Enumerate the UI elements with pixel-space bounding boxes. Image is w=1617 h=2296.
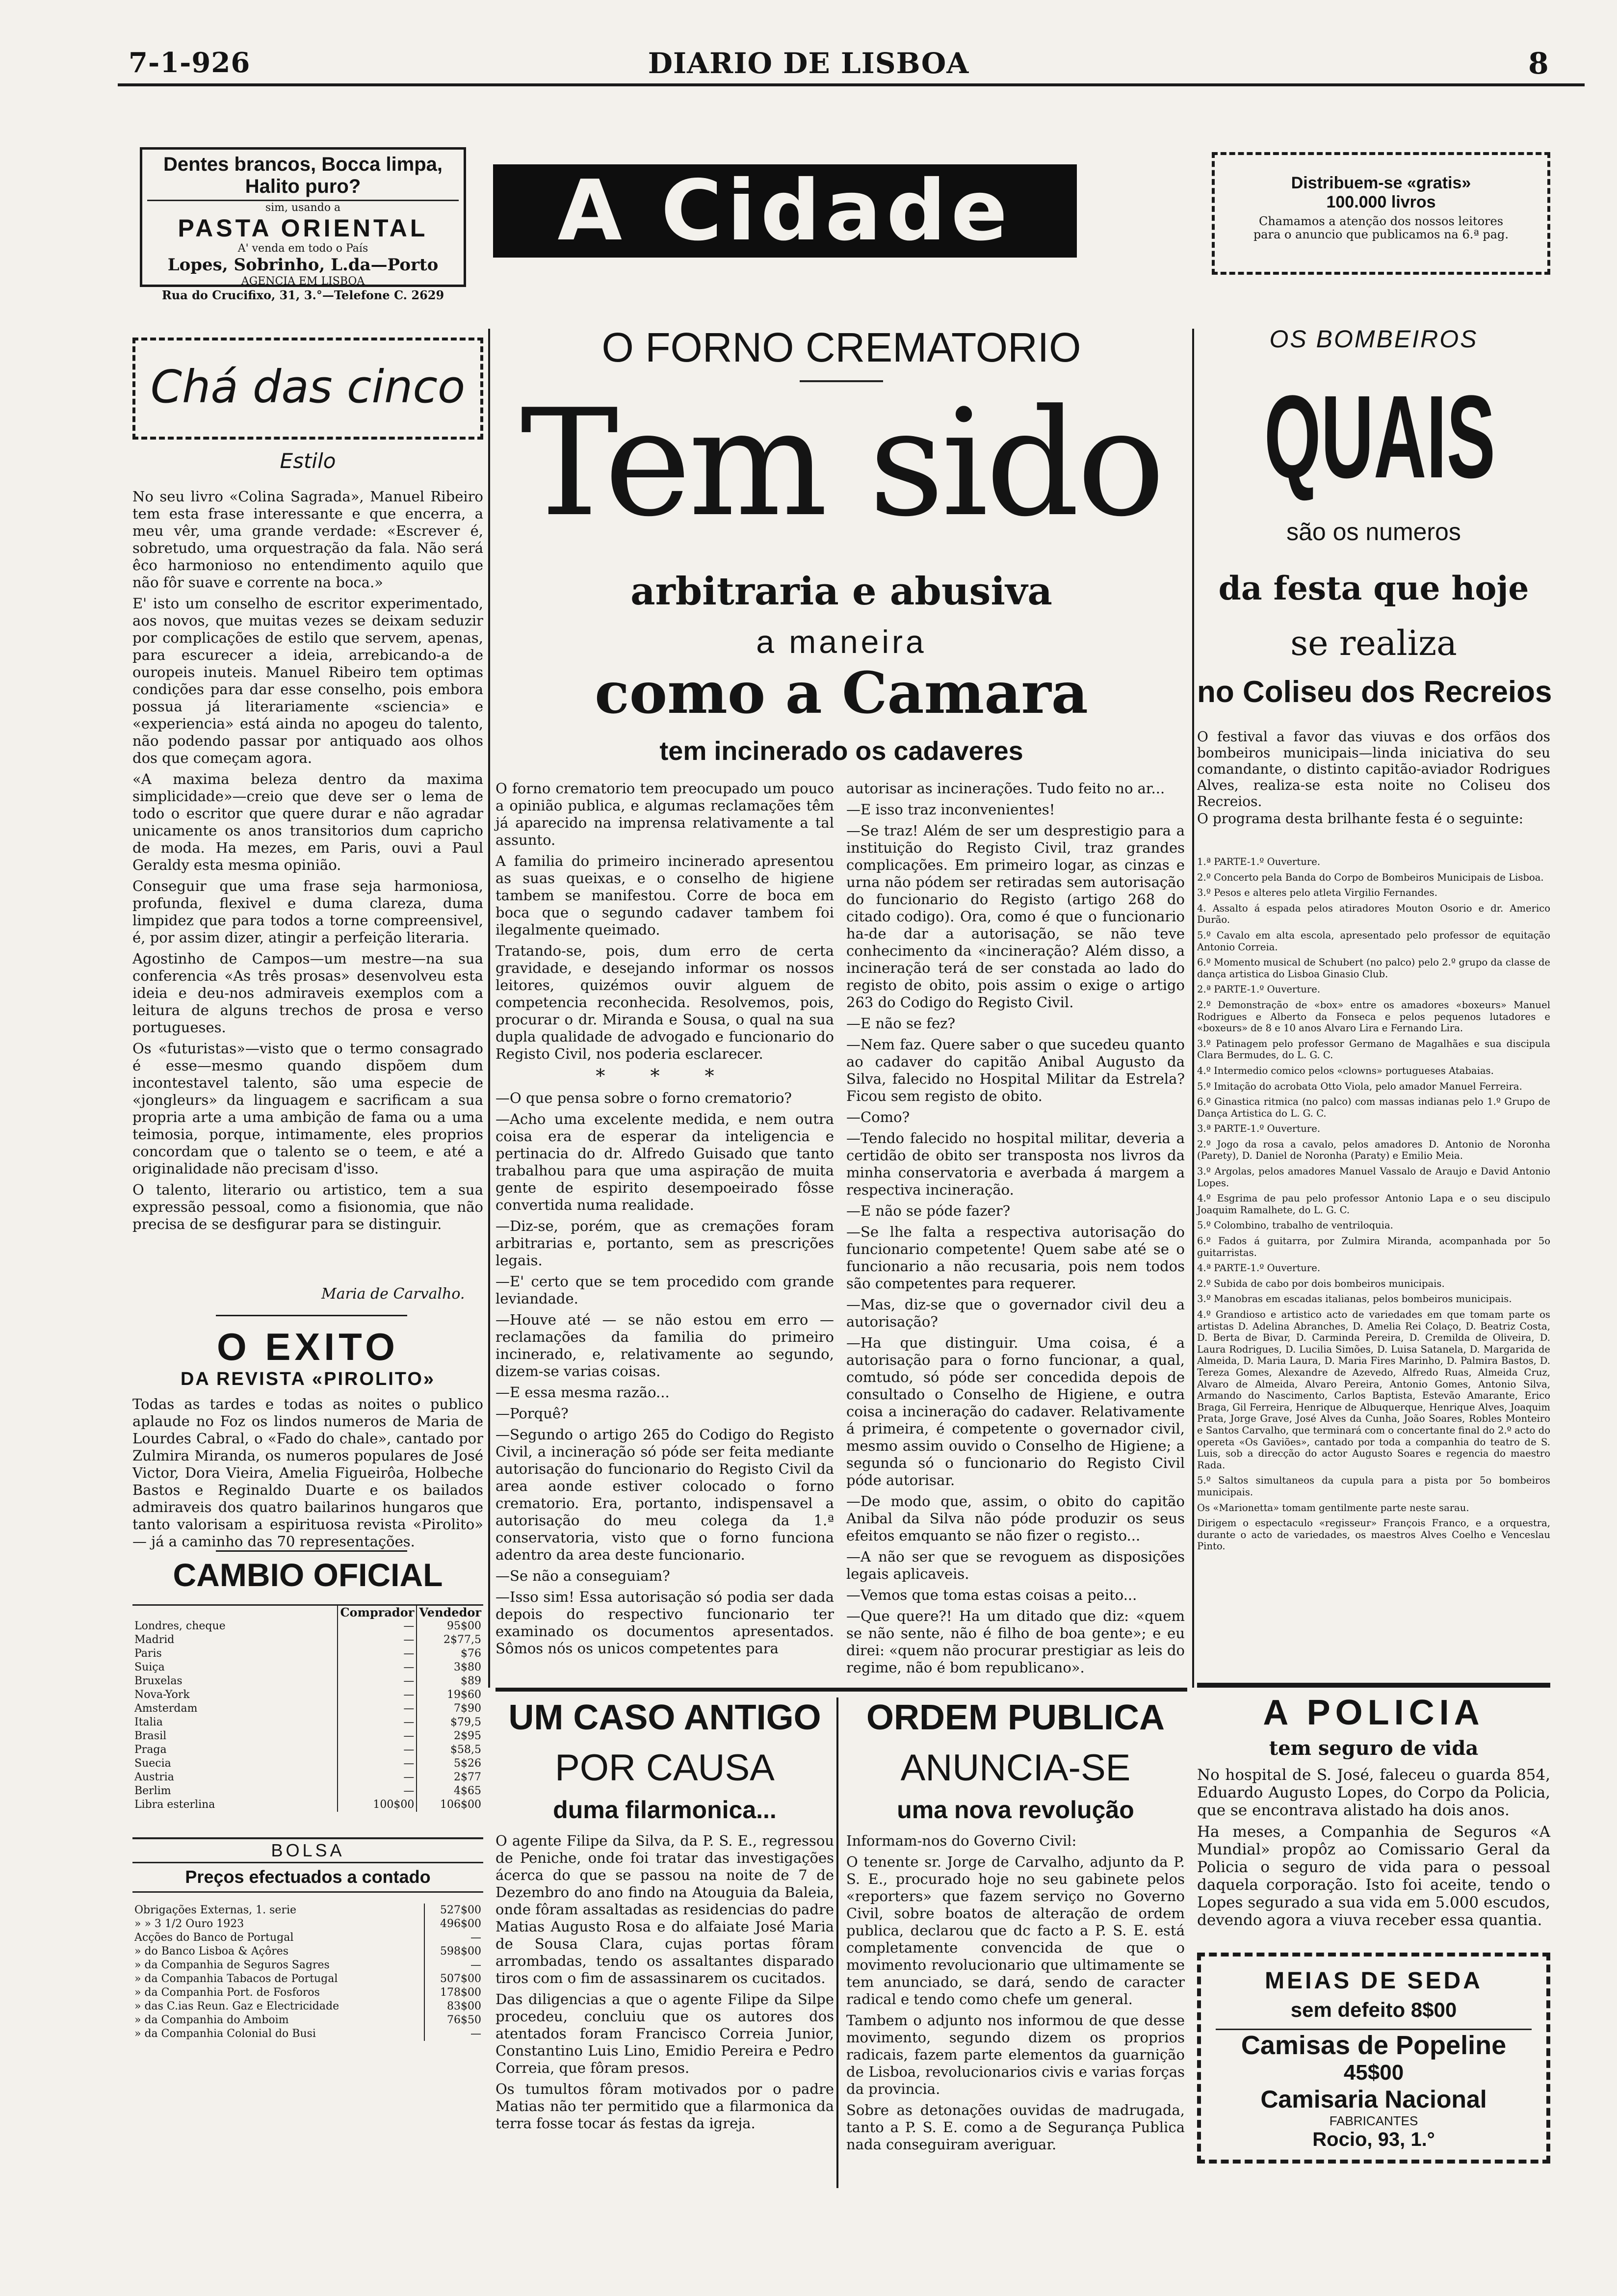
cha-paragraph: «A maxima beleza dentro da maxima simplicidade»—creio que deve ser o lema de todo o escritor que quere durar e não agradar unicamente os anos transitorios dum capricho de moda. Ha mezes, em Paris, ouvi a Paul Geraldy esta mesma opinião. [132, 771, 483, 873]
cell-c: — [338, 1743, 417, 1757]
table-row [132, 1647, 483, 1661]
cell-v: 2$95 [454, 1730, 481, 1742]
cell-v: 4$65 [454, 1785, 481, 1797]
cell-v: 2$77 [454, 1771, 481, 1783]
cell-name: Bruxelas [132, 1674, 338, 1688]
forno-paragraph: —Se não a conseguiam? [496, 1567, 670, 1584]
caso-paragraph: Os tumultos fôram motivados por o padre Matias não ter permitido que a filarmonica da terra fosse tocar ás festas da igreja. [496, 2081, 834, 2132]
program-item: 4.º Esgrima de pau pelo professor Antonio Lapa e o seu discipulo Joaquim Ramalhete, do L. G. C. [1197, 1193, 1550, 1216]
bolsa-title: BOLSA [132, 1837, 483, 1863]
program-item: 2.º Subida de cabo por dois bombeiros municipais. [1197, 1278, 1445, 1289]
program-item: 4.º Intermedio comico pelos «clowns» portugueses Atabaias. [1197, 1065, 1494, 1076]
forno-col1 [496, 780, 834, 1661]
cell-c: 100$00 [338, 1798, 417, 1812]
forno-paragraph: —Isso sim! Essa autorisação só podia ser dada depois do respectivo funcionario ter examinado os documentos apresentados. Sômos nós os unicos competentes para [496, 1589, 834, 1657]
cell-name: Italia [132, 1716, 338, 1729]
cell-name: Acções do Banco de Portugal [132, 1931, 424, 1945]
distribuem-line1: Distribuem-se «gratis» [1291, 174, 1471, 192]
table-row [132, 1757, 483, 1771]
cell-name: » das C.ias Reun. Gaz e Electricidade [132, 2000, 424, 2013]
forno-stars: * * * [596, 1065, 734, 1087]
forno-paragraph: —E não se póde fazer? [846, 1202, 1011, 1219]
cell-v: 76$50 [447, 2014, 481, 2026]
cell-c: — [338, 1771, 417, 1784]
policia-paragraph: Ha meses, a Companhia de Seguros «A Mundial» propôz ao Comissario Geral da Policia o seguro de vida para o pessoal daquela corporação. Isto foi aceite, tendo o Lopes segurado a sua vida em 5.000 escudos, devendo agora a viuva receber essa quantia. [1197, 1823, 1550, 1929]
forno-paragraph: —E não se fez? [846, 1015, 956, 1032]
pasta-sub: sim, usando a [265, 202, 341, 214]
forno-paragraph: autorisar as incinerações. Tudo feito no ar... [846, 780, 1165, 797]
bombeiros-intro2: O programa desta brilhante festa é o seguinte: [1197, 810, 1524, 827]
program-item: 5.º Cavalo em alta escola, apresentado pelo professor de equitação Antonio Correia. [1197, 929, 1550, 953]
meias-camisas: Camisas de Popeline [1241, 2031, 1507, 2060]
caso-paragraph: O agente Filipe da Silva, da P. S. E., regressou de Peniche, onde foi tratar das investigações ácerca do que se passou na noite de 7 de Dezembro do ano findo na Atouguia da Baleia, onde fôram assaltadas as residencias do padre Matias Augusto Rosa e do alfaiate José Maria de Sousa Clara, cujas portas fôram arrombadas, tendo os assaltantes disparado tiros com o fim de assassinarem os cucitados. [496, 1832, 834, 1986]
program-item: 5.º Saltos simultaneos da cupula para a pista por 5o bombeiros municipais. [1197, 1475, 1550, 1498]
cell-name: Paris [132, 1647, 338, 1661]
ordem-paragraph: Sobre as detonações ouvidas de madrugada, tanto a P. S. E. como a de Segurança Publica nada conseguiram averiguar. [846, 2102, 1185, 2153]
program-item: 4.º Grandioso e artistico acto de variedades em que tomam parte os artistas D. Adelina Abranches, D. Amelia Rei Colaço, D. Beatriz Costa, D. Berta de Bivar, D. Carminda Pereira, D. Cremilda de Oliveira, D. Laura Rodrigues, D. Lucilia Simões, D. Luisa Satanela, D. Margarida de Almeida, D. Maria Laura, D. Maria Fires Marinho, D. Palmira Bastos, D. Tereza Gomes, Alexandre de Azevedo, Alfredo Ruas, Almeida Cruz, Alvaro de Almeida, Alvaro Pereira, Antonio Gomes, Antonio Silva, Armando do Nascimento, Carlos Baptista, Estevão Amarante, Erico Braga, Gil Ferreira, Henrique de Albuquerque, Henrique Alves, Joaquim Prata, Jorge Grave, José Alves da Cunha, João Soares, Robles Monteiro e Santos Carvalho, que terminará com o concertante final do 2.º acto do opereta «Os Gaviões», cantado por toda a companhia do teatro de S. Luis, sob a direcção do actor Augusto Soares e regencia do maestro Rada. [1197, 1309, 1550, 1471]
cha-paragraph: No seu livro «Colina Sagrada», Manuel Ribeiro tem esta frase interessante e que encerra, a meu vêr, uma grande verdade: «Escrever é, sobretudo, uma orquestração da fala. Não será êco harmonioso no entendimento aquilo que não fôr suave e corrente na boca.» [132, 488, 483, 591]
program-item: 3.º Pesos e alteres pelo atleta Virgilio Fernandes. [1197, 887, 1437, 899]
bombeiros-kicker: OS BOMBEIROS [1269, 325, 1478, 353]
table-row [132, 1798, 483, 1812]
cell-name: Madrid [132, 1633, 338, 1647]
cell-c: — [338, 1619, 417, 1633]
forno-kicker: O FORNO CREMATORIO [601, 324, 1081, 370]
table-row [132, 1674, 483, 1688]
cha-paragraph: Conseguir que uma frase seja harmoniosa, profunda, flexivel e duma clareza, duma limpidez que para todos a torne compreensivel, é, por assim dizer, atingir a perfeição literaria. [132, 878, 483, 946]
forno-deck4: tem incinerado os cadaveres [659, 736, 1023, 766]
forno-paragraph: —Como? [846, 1109, 910, 1125]
distribuem-ad [1212, 152, 1550, 275]
meias-price: 45$00 [1343, 2061, 1404, 2085]
cell-name: Suecia [132, 1757, 338, 1771]
program-item: 3.ª PARTE-1.º Ouverture. [1197, 1123, 1321, 1135]
program-item: 4. Assalto á espada pelos atiradores Mouton Osorio e dr. Americo Durão. [1197, 902, 1550, 926]
cell-name: » » 3 1/2 Ouro 1923 [132, 1917, 424, 1931]
table-row [132, 1972, 483, 1986]
caso-paragraph: Das diligencias a que o agente Filipe da Silpe procedeu, concluiu que os autores dos atentados foram Francisco Correia Junior, Constantino Luis Lino, Emidio Pereira e Pedro Correia, que fôram presos. [496, 1991, 834, 2076]
header-rule [118, 83, 1585, 86]
forno-col2 [846, 780, 1185, 1680]
forno-paragraph: —Que quere?! Ha um ditado que diz: «quem se não sente, não é filho de boa gente»; e eu direi: «quem não procurar prestigiar as leis do regime, não é bom republicano». [846, 1608, 1185, 1676]
table-row [132, 1633, 483, 1647]
bombeiros-l2: da festa que hoje [1218, 569, 1529, 607]
cell-v: 95$00 [447, 1620, 481, 1632]
newspaper-title: DIARIO DE LISBOA [648, 47, 969, 80]
cell-v: 178$00 [440, 1986, 481, 1999]
pasta-maker: Lopes, Sobrinho, L.da—Porto [167, 255, 439, 275]
policia-rule [1197, 1683, 1550, 1688]
table-row [132, 1729, 483, 1743]
cell-v: 83$00 [447, 2000, 481, 2012]
cell-name: Amsterdam [132, 1702, 338, 1716]
cell-v: $76 [461, 1647, 481, 1660]
program-item: Dirigem o espectaculo «regisseur» François Franco, e a orquestra, durante o acto de variedades, os maestros Alves Coelho e Venceslau Pinto. [1197, 1517, 1550, 1552]
cell-v: 19$60 [447, 1689, 481, 1701]
program-item: 6.º Momento musical de Schubert (no palco) pelo 2.º grupo da classe de dança artistica do Lisboa Ginasio Club. [1197, 957, 1550, 980]
column-rule-2 [1192, 329, 1194, 1688]
caso-body [496, 1832, 834, 2136]
cell-name: » do Banco Lisboa & Açôres [132, 1945, 424, 1958]
cell-v: 7$90 [454, 1702, 481, 1715]
pasta-agency: AGENCIA EM LISBOA [241, 275, 365, 287]
cell-v: 3$80 [454, 1661, 481, 1673]
forno-paragraph: —Se traz! Além de ser um desprestigio para a instituição do Registo Civil, traz grandes complicações. Em primeiro logar, as cinzas e urna não pódem ser retiradas sem autorisação do funcionario do Registo (artigo 268 do citado codigo). Ora, como é que o funcionario ha-de dar a autorisação, se não teve conhecimento da «incineração? Além disso, a incineração terá de ser constada ao lado do registo de obito, pois assim o exige o artigo 263 do Codigo do Registo Civil. [846, 822, 1185, 1011]
ordem-l2: ANUNCIA-SE [900, 1747, 1131, 1789]
pasta-oriental-ad [140, 147, 466, 302]
forno-headline: Tem sido [520, 378, 1163, 549]
cambio-title: CAMBIO OFICIAL [173, 1557, 443, 1593]
program-item: 5.º Imitação do acrobata Otto Viola, pelo amador Manuel Ferreira. [1197, 1080, 1522, 1092]
cell-c: — [338, 1757, 417, 1771]
cell-name: » da Companhia do Amboim [132, 2013, 424, 2027]
pasta-address: Rua do Crucifixo, 31, 3.°—Telefone C. 2629 [161, 288, 444, 302]
cell-v: $89 [461, 1675, 481, 1687]
program-item: 5.º Colombino, trabalho de ventriloquia. [1197, 1220, 1393, 1231]
forno-paragraph: —A não ser que se revoguem as disposições legais aplicaveis. [846, 1548, 1185, 1582]
policia-paragraph: No hospital de S. José, faleceu o guarda 854, Eduardo Augusto Lopes, do Corpo da Policia, que se encontrava alistado ha dois anos. [1197, 1766, 1550, 1819]
cell-v: 496$00 [440, 1918, 481, 1930]
cell-name: Austria [132, 1771, 338, 1784]
cell-v: 106$00 [440, 1799, 481, 1811]
pasta-sold: A' venda em todo o País [237, 242, 368, 255]
meias-company: Camisaria Nacional [1260, 2086, 1487, 2113]
policia-title: A POLICIA [1263, 1693, 1485, 1732]
forno-deck3: como a Camara [595, 660, 1088, 727]
bolsa-table [132, 1904, 483, 2041]
forno-paragraph: —Diz-se, porém, que as cremações foram arbitrarias e, portanto, sem as prescrições legais. [496, 1218, 834, 1269]
cell-v: 2$77,5 [443, 1634, 481, 1646]
program-item: 2.º Jogo da rosa a cavalo, pelos amadores D. Antonio de Noronha (Parety), D. Daniel de Noronha (Paraty) e Emilio Meia. [1197, 1138, 1550, 1162]
cell-c: — [338, 1674, 417, 1688]
exito-rule [216, 1315, 407, 1316]
table-row [132, 2013, 483, 2027]
forno-paragraph: —E' certo que se tem procedido com grande leviandade. [496, 1273, 834, 1307]
meias-address: Rocio, 93, 1.° [1312, 2129, 1435, 2150]
bolsa-subtitle: Preços efectuados a contado [132, 1867, 483, 1893]
cell-c: — [338, 1661, 417, 1674]
forno-paragraph: —Porquê? [496, 1405, 569, 1422]
bombeiros-program [1197, 856, 1550, 1556]
meias-makers: FABRICANTES [1329, 2113, 1418, 2128]
cell-v: 507$00 [440, 1973, 481, 1985]
cell-c: — [338, 1688, 417, 1702]
cha-title: Chá das cinco [150, 361, 466, 413]
bombeiros-big: QUAIS [1264, 371, 1496, 502]
cha-subtitle: Estilo [280, 449, 336, 473]
forno-paragraph: —E isso traz inconvenientes! [846, 801, 1055, 818]
cell-v: 527$00 [440, 1904, 481, 1916]
cell-name: Praga [132, 1743, 338, 1757]
cambio-table [132, 1604, 483, 1812]
table-row [132, 1917, 483, 1931]
cell-v: $79,5 [450, 1716, 481, 1728]
program-item: 3.º Manobras em escadas italianas, pelos bombeiros municipais. [1197, 1293, 1512, 1305]
table-row [132, 1716, 483, 1729]
policia-subtitle: tem seguro de vida [1269, 1737, 1479, 1760]
ordem-paragraph: O tenente sr. Jorge de Carvalho, adjunto da P. S. E., procurado hoje no seu gabinete pelos «reporters» que fazem serviço no Governo Civil, sobre boatos de alteração de ordem publica, declarou que dc facto a P. S. E. está completamente convencida de que o movimento revolucionario que ultimamente se tem anunciado, se dará, sendo de caracter radical e tendo como chefe um general. [846, 1853, 1185, 2008]
cell-v: — [470, 2028, 481, 2040]
cha-paragraph: Os «futuristas»—visto que o termo consagrado é esse—mesmo quando dispõem dum incontestavel talento, são uma especie de «jongleurs» da linguagem e sacrificam a sua propria arte a uma ambição de fama ou a uma teimosia, porque, intimamente, eles proprios concordam que o talento se o teem, e até a originalidade não precisam d'isso. [132, 1040, 483, 1177]
table-row [132, 1771, 483, 1784]
forno-paragraph: —Ha que distinguir. Uma coisa, é a autorisação para o forno funcionar, a qual, comtudo, só póde ser concedida depois de consultado o Conselho de Higiene, e outra coisa a incineração do cadaver. Relativamente á primeira, é competente o governador civil, mesmo assim ouvido o Conselho de Higiene; a segunda só o funcionario do Registo Civil póde autorisar. [846, 1334, 1185, 1488]
pasta-headline: Dentes brancos, Bocca limpa, Halito puro? [147, 154, 459, 201]
cambio-rule [216, 1550, 407, 1552]
cell-name: Libra esterlina [132, 1798, 338, 1812]
bottom-section-rule [496, 1688, 1187, 1692]
page-date: 7-1-926 [129, 47, 251, 79]
forno-paragraph: Tratando-se, pois, dum erro de certa gravidade, e desejando informar os nossos leitores, quizémos ouvir alguem de competencia reconhecida. Resolvemos, pois, procurar o dr. Miranda e Sousa, o qual na sua dupla qualidade de advogado e funcionario do Registo Civil, nos poderia esclarecer. [496, 942, 834, 1062]
cell-c: — [338, 1633, 417, 1647]
program-item: 3.º Patinagem pelo professor Germano de Magalhães e sua discipula Clara Bermudes, do L. G. C. [1197, 1038, 1550, 1061]
ordem-l3: uma nova revolução [897, 1796, 1134, 1824]
caso-title: UM CASO ANTIGO [508, 1698, 821, 1737]
cell-name: Brasil [132, 1729, 338, 1743]
forno-paragraph: O forno crematorio tem preocupado um pouco a opinião publica, e algumas reclamações têm já aparecido na imprensa relativamente a tal assunto. [496, 780, 834, 848]
page-number: 8 [1528, 47, 1549, 81]
cell-v: 5$26 [454, 1757, 481, 1770]
ordem-title: ORDEM PUBLICA [866, 1698, 1165, 1737]
cell-v: — [470, 1959, 481, 1971]
forno-deck1: arbitraria e abusiva [630, 569, 1052, 614]
caso-l3: duma filarmonica... [553, 1796, 777, 1824]
cell-c: — [338, 1716, 417, 1729]
forno-paragraph: —Vemos que toma estas coisas a peito... [846, 1587, 1137, 1603]
forno-paragraph: —Houve até — se não estou em erro — reclamações da familia do primeiro incinerado, e, relativamente ao segundo, dizem-se varias coisas. [496, 1311, 834, 1380]
bombeiros-l3: se realiza [1290, 623, 1457, 663]
cell-v: — [470, 1931, 481, 1944]
pasta-brand: PASTA ORIENTAL [178, 214, 428, 242]
bombeiros-intro: O festival a favor das viuvas e dos orfãos dos bombeiros municipais—linda iniciativa do seu comandante, o distinto capitão-aviador Rodrigues Alves, realiza-se esta noite no Coliseu dos Recreios. [1197, 729, 1550, 809]
cell-name: Nova-York [132, 1688, 338, 1702]
forno-paragraph: —Nem faz. Quere saber o que sucedeu quanto ao cadaver do capitão Anibal Augusto da Silva, falecido no Hospital Militar da Estrela? Ficou sem registo de obito. [846, 1036, 1185, 1104]
program-item: 2.º Concerto pela Banda do Corpo de Bombeiros Municipais de Lisboa. [1197, 871, 1544, 883]
program-item: 6.º Ginastica ritmica (no palco) com massas indianas pelo 1.º Grupo de Dança Artistica do L. G. C. [1197, 1096, 1550, 1119]
table-row [132, 1743, 483, 1757]
forno-paragraph: —E essa mesma razão... [496, 1384, 670, 1401]
cell-v: $58,5 [450, 1744, 481, 1756]
ordem-body [846, 1832, 1185, 2157]
program-item: 2.º Demonstração de «box» entre os amadores «boxeurs» Manuel Rodrigues e Alberto da Fonseca e pelos pequenos lutadores e «boxeurs» de 8 e 10 anos Alvaro Lira e Fernando Lira. [1197, 999, 1550, 1034]
cell-name: Suiça [132, 1661, 338, 1674]
cell-name: Obrigações Externas, 1. serie [132, 1904, 424, 1917]
cha-body [132, 488, 483, 1237]
cambio-head-vendedor: Vendedor [419, 1605, 481, 1619]
cell-name: » da Companhia Port. de Fosforos [132, 1986, 424, 2000]
cell-name: Londres, cheque [132, 1619, 338, 1633]
cell-name: » da Companhia Colonial do Busi [132, 2027, 424, 2041]
bombeiros-l1: são os numeros [1286, 518, 1461, 546]
cambio-head-comprador: Comprador [338, 1605, 417, 1620]
cha-paragraph: Agostinho de Campos—um mestre—na sua conferencia «As três prosas» desenvolveu esta ideia e deu-nos admiraveis exemplos com a leitura de alguns trechos de prosa e verso portugueses. [132, 950, 483, 1036]
table-row [132, 1904, 483, 1917]
forno-paragraph: A familia do primeiro incinerado apresentou as suas queixas, e o conselho de higiene tambem se manifestou. Corre de boca em boca que o segundo cadaver tambem foi ilegalmente queimado. [496, 853, 834, 938]
cha-paragraph: E' isto um conselho de escritor experimentado, aos novos, que muitas vezes se deixam seduzir por complicações de estilo que servem, apenas, para escurecer a ideia, arrebicando-a de ouropeis inuteis. Manuel Ribeiro tem optimas condições para dar esse conselho, pois embora possua já literariamente «sciencia» e «experiencia» está ainda no apogeu do talento, não podendo passar por antiquado aos olhos dos que começam agora. [132, 595, 483, 766]
cha-paragraph: O talento, literario ou artistico, tem a sua expressão pessoal, como a fisionomia, que não precisa de se desfigurar para se distinguir. [132, 1181, 483, 1232]
ordem-paragraph: Informam-nos do Governo Civil: [846, 1832, 1077, 1849]
cell-c: — [338, 1702, 417, 1716]
cell-c: — [338, 1647, 417, 1661]
program-item: 3.º Argolas, pelos amadores Manuel Vassalo de Araujo e David Antonio Lopes. [1197, 1166, 1550, 1189]
program-item: 4.ª PARTE-1.º Ouverture. [1197, 1262, 1321, 1274]
cha-title-box [132, 338, 483, 440]
cha-author: Maria de Carvalho. [321, 1285, 465, 1303]
table-row [132, 1986, 483, 2000]
bombeiros-l4: no Coliseu dos Recreios [1197, 675, 1552, 709]
program-item: Os «Marionetta» tomam gentilmente parte neste sarau. [1197, 1502, 1469, 1513]
forno-paragraph: —Tendo falecido no hospital militar, deveria a certidão de obito ser transposta nos livros da minha conservatoria e averbada á margem a respectiva incineração. [846, 1130, 1185, 1198]
forno-paragraph: —De modo que, assim, o obito do capitão Anibal da Silva não póde produzir os seus efeitos emquanto se não fizer o registo... [846, 1493, 1185, 1544]
table-row [132, 1661, 483, 1674]
column-rule-1 [488, 329, 490, 1688]
table-row [132, 1688, 483, 1702]
policia-body [1197, 1766, 1550, 1933]
forno-paragraph: —Se lhe falta a respectiva autorisação do funcionario competente! Quem sabe até se o funcionario a não recusaria, pois nem todos são competentes para requerer. [846, 1224, 1185, 1292]
column-rule-3 [836, 1697, 838, 2188]
table-row [132, 1945, 483, 1958]
meias-ad [1197, 1953, 1550, 2164]
table-row [132, 1784, 483, 1798]
program-item: 6.º Fados á guitarra, por Zulmira Miranda, acompanhada por 5o guitarristas. [1197, 1235, 1550, 1258]
cell-name: Berlim [132, 1784, 338, 1798]
forno-deck2: a maneira [756, 624, 927, 660]
cell-c: — [338, 1729, 417, 1743]
program-item: 2.ª PARTE-1.º Ouverture. [1197, 984, 1321, 995]
forno-paragraph: —Mas, diz-se que o governador civil deu a autorisação? [846, 1296, 1185, 1330]
program-item: 1.ª PARTE-1.º Ouverture. [1197, 856, 1321, 867]
caso-l2: POR CAUSA [555, 1747, 775, 1789]
distribuem-line3: Chamamos a atenção dos nossos leitores [1258, 214, 1504, 228]
forno-paragraph: —Acho uma excelente medida, e nem outra coisa era de esperar da inteligencia e pertinacia do dr. Alfredo Guisado que tanto trabalhou para que uma aspiração de muita gente de espirito desempoeirado fôsse convertida numa realidade. [496, 1111, 834, 1213]
cell-v: 598$00 [440, 1945, 481, 1957]
exito-title: O EXITO [217, 1325, 399, 1368]
table-row [132, 2027, 483, 2041]
distribuem-line4: para o anuncio que publicamos na 6.ª pag. [1253, 228, 1509, 241]
distribuem-line2: 100.000 livros [1326, 193, 1436, 211]
forno-paragraph: —Segundo o artigo 265 do Codigo do Registo Civil, a incineração só póde ser feita mediante autorisação do funcionario do Registo Civil da area aonde estiver colocado o forno crematorio. Era, portanto, indispensavel a autorisação do meu colega da 1.ª conservatoria, visto que o forno funciona adentro da area deste funcionario. [496, 1426, 834, 1563]
cell-name: » da Companhia de Seguros Sagres [132, 1958, 424, 1972]
meias-title: MEIAS DE SEDA [1265, 1968, 1483, 1994]
table-row [132, 1958, 483, 1972]
cell-name: » da Companhia Tabacos de Portugal [132, 1972, 424, 1986]
a-cidade-logo: A Cidade [493, 164, 1077, 258]
forno-paragraph: —O que pensa sobre o forno crematorio? [496, 1090, 792, 1106]
ordem-paragraph: Tambem o adjunto nos informou de que desse movimento, segundo dizem os proprios radicais, fazem parte elementos da guarnição de Lisboa, revolucionarios civis e varias forças da provincia. [846, 2012, 1185, 2097]
table-row [132, 1619, 483, 1633]
exito-subtitle: DA REVISTA «PIROLITO» [180, 1369, 436, 1389]
exito-text: Todas as tardes e todas as noites o publico aplaude no Foz os lindos numeros de Maria de Lourdes Cabral, o «Fado do chale», cantado por Zulmira Miranda, os numeros populares de José Victor, Dora Vieira, Amelia Figueirôa, Holbeche Bastos e Reginaldo Duarte e os bailados admiraveis dos quatro bailarinos hungaros que tanto valorisam a espirituosa revista «Pirolito» — já a caminho das 70 representações. [132, 1396, 483, 1550]
meias-defect: sem defeito 8$00 [1290, 1998, 1457, 2021]
table-row [132, 1931, 483, 1945]
cell-c: — [338, 1784, 417, 1798]
table-row [132, 1702, 483, 1716]
table-row [132, 2000, 483, 2013]
